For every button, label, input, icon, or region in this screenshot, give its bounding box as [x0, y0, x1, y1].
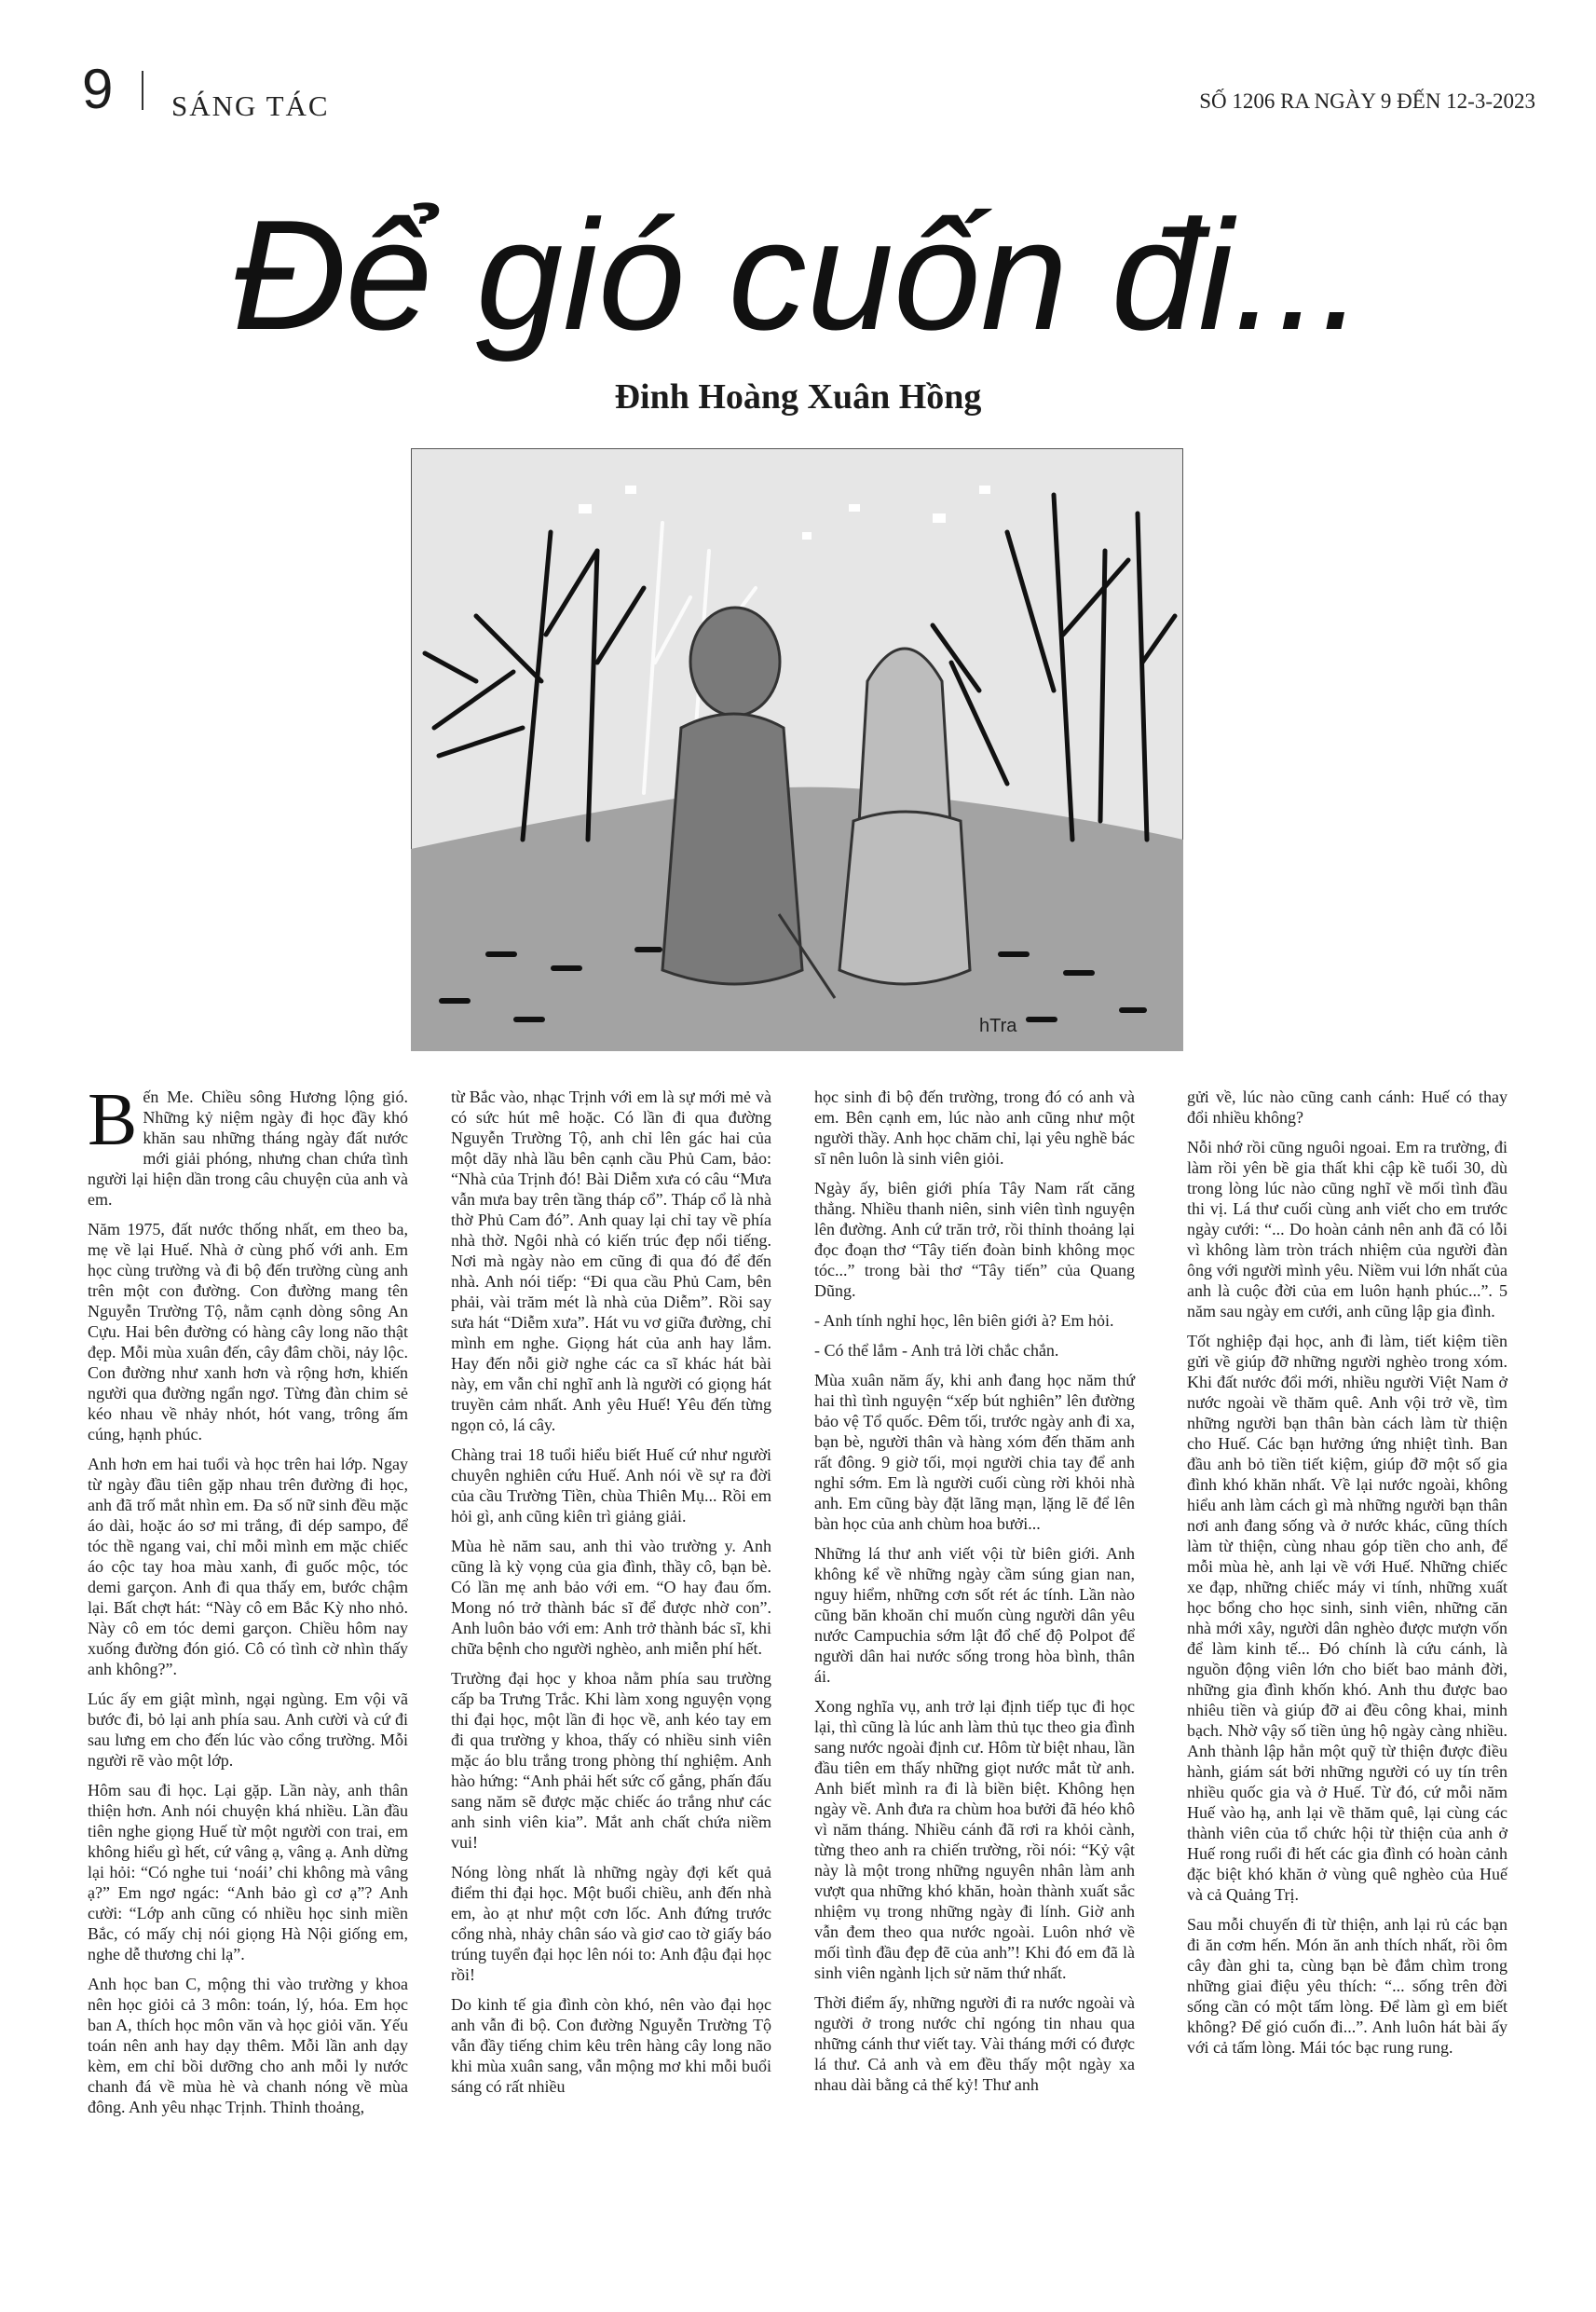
paragraph-text: ến Me. Chiều sông Hương lộng gió. Những kỷ niệm ngày đi học đầy khó khăn sau những tháng ngày đất nước mới giải phóng, nhưng chan chứa tình người lại hiện dần trong câu chuyện của anh và em.	[88, 1088, 408, 1209]
section-label: SÁNG TÁC	[171, 89, 330, 122]
paragraph: Lúc ấy em giật mình, ngại ngùng. Em vội vã bước đi, bỏ lại anh phía sau. Anh cười và cứ đi sau lưng em cho đến lúc vào cổng trường. Mỗi người rẽ vào một lớp.	[88, 1690, 408, 1770]
paragraph: Ngày ấy, biên giới phía Tây Nam rất căng thẳng. Nhiều thanh niên, sinh viên tình nguyện lên đường. Anh cứ trăn trở, rồi thỉnh thoảng lại đọc đoạn thơ “Tây tiến đoàn binh không mọc tóc...” trong bài thơ “Tây tiến” của Quang Dũng.	[814, 1179, 1135, 1300]
illustration-signature: hTra	[979, 1016, 1017, 1036]
drop-cap: B	[88, 1079, 138, 1161]
paragraph: Hôm sau đi học. Lại gặp. Lần này, anh thân thiện hơn. Anh nói chuyện khá nhiều. Lần đầu tiên nghe giọng Huế từ một người con trai, em không hiểu gì hết, cứ vâng ạ, vâng ạ. Anh dừng lại hỏi: “Có nghe tui ‘noái’ chi không mà vâng ạ?” Em ngơ ngác: “Anh bảo gì cơ ạ”? Anh cười: “Lớp anh cũng có nhiều học sinh miền Bắc, có mấy chị nói giọng Hà Nội giống em, nghe dễ thương chi lạ”.	[88, 1781, 408, 1963]
masthead	[82, 58, 1535, 122]
paragraph	[88, 1079, 408, 1210]
paragraph: Những lá thư anh viết vội từ biên giới. Anh không kể về những ngày cầm súng gian nan, nguy hiểm, những cơn sốt rét ác tính. Lần nào cũng băn khoăn chỉ muốn cùng người dân yêu nước Campuchia sớm lật đổ chế độ Polpot để người dân hai nước sống trong hòa bình, thân ái.	[814, 1544, 1135, 1686]
paragraph: Thời điểm ấy, những người đi ra nước ngoài và người ở trong nước chỉ ngóng tin nhau qua những cánh thư viết tay. Vài tháng mới có được lá thư. Cả anh và em đều thấy một ngày xa nhau dài bằng cả thế kỷ! Thư anh	[814, 1993, 1135, 2094]
issue-info: SỐ 1206 RA NGÀY 9 ĐẾN 12-3-2023	[1199, 89, 1535, 113]
paragraph: Trường đại học y khoa nằm phía sau trường cấp ba Trưng Trắc. Khi làm xong nguyện vọng thi đại học, một lần đi học về, anh kéo tay em đi qua trường y khoa, thấy có nhiều sinh viên mặc áo blu trắng trong phòng thí nghiệm. Anh hào hứng: “Anh phải hết sức cố gắng, phấn đấu sang năm sẽ được mặc chiếc áo trắng như các anh sinh viên kia”. Mắt anh chất chứa niềm vui!	[451, 1669, 771, 1852]
paragraph: - Anh tính nghỉ học, lên biên giới à? Em hỏi.	[814, 1311, 1114, 1330]
paragraph: Năm 1975, đất nước thống nhất, em theo ba, mẹ về lại Huế. Nhà ở cùng phố với anh. Em học cùng trường và đi bộ đến trường cùng anh trên một con đường. Con đường mang tên Nguyễn Trường Tộ, nằm cạnh dòng sông An Cựu. Hai bên đường có hàng cây long não thật đẹp. Mỗi mùa xuân đến, cây đâm chồi, nảy lộc. Con đường như xanh hơn và rộng hơn, khiến người qua đường ngẩn ngơ. Từng đàn chim sẻ kéo nhau về nhảy nhót, hót vang, trông ấm cúng, hạnh phúc.	[88, 1220, 408, 1443]
paragraph: học sinh đi bộ đến trường, trong đó có anh và em. Bên cạnh em, lúc nào anh cũng như một người thầy. Anh học chăm chỉ, lại yêu nghề bác sĩ nên luôn là sinh viên giỏi.	[814, 1088, 1135, 1168]
paragraph: Do kinh tế gia đình còn khó, nên vào đại học anh vẫn đi bộ. Con đường Nguyễn Trường Tộ vẫn đầy tiếng chim kêu trên hàng cây long não khi mùa xuân sang, vẫn mộng mơ khi mỗi buổi sáng có rất nhiều	[451, 1995, 771, 2096]
paragraph: Tốt nghiệp đại học, anh đi làm, tiết kiệm tiền gửi về giúp đỡ những người nghèo trong xóm. Khi đất nước đổi mới, nhiều người Việt Nam ở nước ngoài về thăm quê. Anh vội trở về, tìm những người bạn thân bàn cách làm từ thiện cho Huế. Các bạn hưởng ứng nhiệt tình. Ban đầu anh bỏ tiền tiết kiệm, giúp đỡ một số gia đình khó khăn nhất. Về lại nước ngoài, không hiểu anh làm cách gì mà những người bạn thân nơi anh đang sống và ở nước khác, cũng thích làm từ thiện, cùng nhau góp tiền cho anh, để mỗi mùa hè, anh lại về với Huế. Những chiếc xe đạp, những chiếc máy vi tính, những xuất học bổng cho học sinh, sinh viên, những căn nhà mới xây, người dân nghèo được mượn vốn để làm kinh tế... Đó chính là cứu cánh, là nguồn động viên lớn cho biết bao mảnh đời, những gia đình khốn khó. Anh thu được bao nhiêu tiền và giúp đỡ ai đều công khai, minh bạch. Nhờ vậy số tiền ủng hộ ngày càng nhiều. Anh thành lập hẳn một quỹ từ thiện được điều hành, giám sát bởi những người có uy tín trên nhiều quốc gia và ở Huế. Từ đó, cứ mỗi năm Huế vào hạ, anh lại về thăm quê, lại cùng các thành viên của tổ chức hội từ thiện của anh ở Huế rong ruổi đi hết các gia đình có hoàn cảnh đặc biệt khó khăn ở vùng quê nghèo của Huế và cả Quảng Trị.	[1187, 1332, 1507, 1904]
paragraph: Nỗi nhớ rồi cũng nguôi ngoai. Em ra trường, đi làm rồi yên bề gia thất khi cập kề tuổi 30, dù trong lòng lúc nào cũng nghĩ về mối tình đầu thi vị. Lá thư cuối cùng anh viết cho em trước ngày cưới: “... Do hoàn cảnh nên anh đã có lỗi vì không làm tròn trách nhiệm của người đàn ông với người mình yêu. Niềm vui lớn nhất của anh là cuộc đời của em luôn hạnh phúc...”. 5 năm sau ngày em cưới, anh cũng lập gia đình.	[1187, 1138, 1507, 1320]
illustration-drawing	[411, 448, 1183, 1051]
paragraph: Anh học ban C, mộng thi vào trường y khoa nên học giỏi cả 3 môn: toán, lý, hóa. Em học ban A, thích học môn văn và học giỏi văn. Yếu toán nên anh hay dạy thêm. Mỗi lần anh dạy kèm, em chỉ bồi dưỡng cho anh mỗi ly nước chanh đá về mùa hè và chanh nóng về mùa đông. Anh yêu nhạc Trịnh. Thỉnh thoảng,	[88, 1975, 408, 2116]
paragraph: Chàng trai 18 tuổi hiểu biết Huế cứ như người chuyên nghiên cứu Huế. Anh nói về sự ra đời của cầu Trường Tiền, chùa Thiên Mụ... Rồi em hỏi gì, anh cũng kiên trì giảng giải.	[451, 1445, 771, 1525]
paragraph: Nóng lòng nhất là những ngày đợi kết quả điểm thi đại học. Một buổi chiều, anh đến nhà em, ào ạt như một cơn lốc. Anh đứng trước cổng nhà, nhảy chân sáo và giơ cao tờ giấy báo trúng tuyển đại học lên nói to: Anh đậu đại học rồi!	[451, 1863, 771, 1984]
masthead-divider	[142, 71, 143, 110]
paragraph: Sau mỗi chuyến đi từ thiện, anh lại rủ các bạn đi ăn cơm hến. Món ăn anh thích nhất, rồi ôm cây đàn ghi ta, cùng bạn bè đắm chìm trong những giai điệu yêu thích: “... sống trên đời sống cần có một tấm lòng. Để làm gì em biết không? Để gió cuốn đi...”. Anh luôn hát bài ấy với cả tấm lòng. Mái tóc bạc rung rung.	[1187, 1915, 1507, 2057]
paragraph: từ Bắc vào, nhạc Trịnh với em là sự mới mẻ và có sức hút mê hoặc. Có lần đi qua đường Nguyễn Trường Tộ, anh chỉ lên gác hai của một dãy nhà lầu bên cạnh cầu Phủ Cam, bảo: “Nhà của Trịnh đó! Bài Diễm xưa có câu “Mưa vẫn mưa bay trên tầng tháp cổ”. Tháp cổ là nhà thờ Phủ Cam đó”. Anh quay lại chỉ tay về phía nhà thờ. Ngôi nhà có kiến trúc đẹp nổi tiếng. Nơi mà ngày nào em cũng đi qua đó để đến nhà. Anh nói tiếp: “Đi qua cầu Phủ Cam, bên phải, vài trăm mét là nhà của Diễm”. Rồi say sưa hát “Diễm xưa”. Hát vu vơ giữa đường, chỉ mình em nghe. Giọng hát của anh hay lắm. Hay đến nỗi giờ nghe các ca sĩ khác hát bài này, em vẫn chỉ nghĩ anh là người có giọng hát truyền cảm nhất. Anh yêu Huế! Yêu đến từng ngọn cỏ, lá cây.	[451, 1088, 771, 1434]
article-title: Để gió cuốn đi...	[232, 187, 1364, 363]
article-column-4	[1187, 1087, 1507, 2067]
article-column-1	[88, 1079, 408, 2127]
page-number: 9	[82, 58, 114, 120]
paragraph: gửi về, lúc nào cũng canh cánh: Huế có thay đổi nhiều không?	[1187, 1088, 1507, 1127]
article-author: Đinh Hoàng Xuân Hồng	[614, 377, 982, 417]
paragraph: Mùa hè năm sau, anh thi vào trường y. Anh cũng là kỳ vọng của gia đình, thầy cô, bạn bè. Có lần mẹ anh bảo với em. “O hay đau ốm. Mong nó trở thành bác sĩ để được nhờ con”. Anh luôn bảo với em: Anh trở thành bác sĩ, khi chữa bệnh cho người nghèo, anh miễn phí hết.	[451, 1537, 771, 1658]
article-column-3	[814, 1087, 1135, 2104]
paragraph: - Có thể lắm - Anh trả lời chắc chắn.	[814, 1341, 1059, 1360]
illustration	[411, 448, 1183, 1051]
article-column-2	[451, 1087, 771, 2106]
paragraph: Anh hơn em hai tuổi và học trên hai lớp. Ngay từ ngày đầu tiên gặp nhau trên đường đi học, anh đã trố mắt nhìn em. Đa số nữ sinh đều mặc áo dài, hoặc áo sơ mi trắng, đi dép sampo, để tóc thề ngang vai, chỉ mỗi mình em mặc chiếc áo cộc tay hoa màu xanh, đi guốc mộc, tóc demi garçon. Anh đi qua thấy em, bước chậm lại. Bất chợt hát: “Này cô em Bắc Kỳ nho nhỏ. Này cô em tóc demi garçon. Chiều hôm nay xuống đường đón gió. Cô có tình cờ nhìn thấy anh không?”.	[88, 1455, 408, 1678]
paragraph: Xong nghĩa vụ, anh trở lại định tiếp tục đi học lại, thì cũng là lúc anh làm thủ tục theo gia đình sang nước ngoài định cư. Hôm từ biệt nhau, lần đầu tiên em thấy những giọt nước mắt từ anh. Anh biết mình ra đi là biền biệt. Không hẹn ngày về. Anh đưa ra chùm hoa bưởi đã héo khô vì năm tháng. Nhiều cánh đã rơi ra khỏi cành, từng theo anh ra chiến trường, rồi nói: “Kỷ vật này là một trong những nguyên nhân làm anh vượt qua những khó khăn, hoàn thành xuất sắc nhiệm vụ trong những ngày đi lính. Giờ anh vẫn đem theo qua nước ngoài. Luôn nhớ về mối tình đầu đẹp đẽ của anh”! Khi đó em đã là sinh viên ngành lịch sử năm thứ nhất.	[814, 1697, 1135, 1982]
paragraph: Mùa xuân năm ấy, khi anh đang học năm thứ hai thì tình nguyện “xếp bút nghiên” lên đường bảo vệ Tổ quốc. Đêm tối, trước ngày anh đi xa, bạn bè, người thân và hàng xóm đến thăm anh rất đông. 9 giờ tối, mọi người chia tay để anh nghỉ sớm. Em là người cuối cùng rời khỏi nhà anh. Em cũng bày đặt lãng mạn, lặng lẽ để lên bàn học của anh chùm hoa bưởi...	[814, 1371, 1135, 1533]
